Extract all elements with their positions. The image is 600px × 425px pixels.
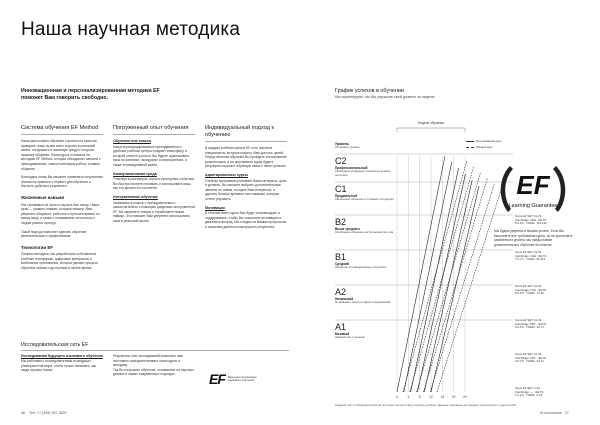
level-name: Базовый: [335, 332, 350, 336]
methodology-panel: [21, 88, 289, 275]
paragraph: Мы стремимся не просто научить Вас языку. Наша цель — развить навыки, которые помогут Вам уверенно общаться, работать и путешествовать по всему миру, а также с пониманием относиться к людям разных культур.: [21, 202, 100, 225]
legend-label: Общий курс: [476, 145, 493, 149]
column-heading: Система обучения EF Method: [21, 125, 103, 135]
progress-line-intensive: [431, 186, 479, 392]
level-desc: Общение в повседневных ситуациях: [335, 265, 387, 269]
level-b1: [335, 252, 395, 270]
column-heading: Индивидуальный подход к обучению: [205, 125, 287, 142]
level-code: C1: [335, 184, 347, 194]
subheading: Мотивация: [205, 205, 225, 210]
score-note: Score EF SET: 41-50 · Cambridge: FCE · IELTS: 5.5-6.5 · TOEFL: 72-94: [515, 284, 547, 295]
progress-line-general: [417, 172, 481, 392]
progress-line-intensive: [411, 168, 459, 392]
badge-title: EF: [516, 170, 550, 200]
level-desc: Свободное общение на большинство тем: [335, 230, 394, 234]
level-b2: [335, 217, 395, 235]
level-desc: Описание уровня: [335, 145, 360, 149]
subheading: Жизненные навыки: [21, 194, 65, 200]
legend-item: [466, 145, 502, 149]
level-header: [335, 142, 395, 150]
score-note: Score EF SET: 21-30 · Cambridge: KET · IELTS: 3.0-3.5 · TOEFL: 32-41: [515, 352, 547, 363]
page-title: Наша научная методика: [21, 19, 241, 40]
level-a1: [335, 322, 395, 340]
progress-chart-header: [335, 88, 585, 99]
paragraph: Учебная программа учитывает Ваши интересы, цели и уровень. Вы сможете выбрать дополнительные занятия по темам, которые Вам интересны, и уделить больше времени тем навыкам, которые хотите улучшить.: [205, 178, 287, 201]
paragraph: Такой подход позволяет сделать обучение увлекательным и эффективным.: [21, 229, 87, 239]
x-tick-label: 0: [396, 395, 398, 399]
level-c2: [335, 156, 395, 178]
score-note: Score EF SET: 61-70 · Cambridge: CPE · IELTS: 8.0-9.0 · TOEFL: 115-120: [515, 214, 547, 225]
chart-title: График успехов в обучении: [335, 88, 404, 94]
subheading: Коммуникативная среда: [113, 171, 157, 176]
paragraph: Наши сертифицированные преподаватели и удобные учебные центры создают атмосферу, в которой хочется учиться. Вы будете практиковать язык на занятиях, экскурсиях и мероприятиях, а также в повседневной жизни.: [113, 144, 190, 167]
badge-label: Learning Guarantee: [508, 203, 558, 209]
score-note: Score EF SET: 1-20 · Cambridge: — · IELTS: 1.0-2.5 · TOEFL: 0-31: [515, 386, 544, 397]
level-name: Профессиональный: [335, 166, 368, 170]
level-code: B1: [335, 252, 347, 262]
legend-item: [466, 139, 502, 143]
level-name: Уровень: [335, 142, 350, 146]
footer-site: ef.com/ru/ese: [540, 411, 562, 415]
level-name: Начальный: [335, 297, 354, 301]
progress-line-intensive: [397, 156, 445, 392]
level-desc: Уверенное общение в сложных ситуациях: [335, 197, 394, 201]
page-number-left: 36: [21, 411, 25, 415]
paragraph: Занимаясь в классе с преподавателем и самостоятельно с помощью цифровых инструментов EF, Вы закрепите знания и отработаете новые навыки. Это поможет Вам уверенно использовать язык в реальной жизни.: [113, 200, 195, 223]
paragraph: Помимо методики, мы разработали собственные учебные платформы, цифровые материалы и мобильные приложения, которые делают процесс обучения гибким и доступным в любое время.: [21, 252, 99, 271]
level-desc: Понимание простых фраз и выражений: [335, 300, 391, 304]
progress-line-intensive: [404, 162, 452, 392]
ef-logo: [209, 371, 258, 387]
x-tick-label: 4: [407, 395, 410, 399]
legend-solid-swatch: [466, 141, 474, 142]
guarantee-text: Мы будем уверены в Вашем успехе. Если Вы выполните все требования курса, но не достигнете заявленного уровня, мы предоставим дополнительное обучение бесплатно.: [494, 229, 573, 247]
column-heading: Погруженный опыт обучения: [113, 125, 195, 135]
paragraph: Так Вы получаете обучение, основанное на научных данных и самых современных подходах.: [113, 367, 194, 377]
paragraph: Благодаря этому Вы сможете применять полученные знания на практике с первого дня обучения и быстрее добиться результата.: [21, 175, 103, 189]
progress-line-general: [437, 190, 501, 392]
page-number-right: 37: [564, 411, 569, 415]
legend-dashed-swatch: [466, 147, 474, 148]
column-immersion: [113, 125, 195, 275]
column-ef-method: [21, 125, 103, 275]
paragraph: Результаты этих исследований помогают нам постоянно совершенствовать наши курсы и методику.: [113, 354, 183, 368]
footer-left: [21, 411, 66, 415]
chart-subtitle: Мы гарантируем, что Вы улучшите свой уровень за неделю: [335, 95, 435, 99]
x-tick-label: 12: [429, 395, 433, 399]
subheading: Технологии EF: [21, 244, 53, 250]
level-name: Выше среднего: [335, 227, 360, 231]
progress-chart: [335, 112, 515, 402]
x-tick-label: 20: [451, 395, 456, 399]
intro-text: Инновационная и персонализированная методика EF поможет Вам говорить свободно.: [21, 88, 160, 101]
x-axis-label: Недели обучения: [418, 121, 444, 125]
level-a2: [335, 287, 395, 305]
paragraph: Мы работаем с исследователями из ведущих университетов мира, чтобы лучше понимать, как люди изучают языки.: [21, 359, 97, 373]
subheading: Интерактивное обучение: [113, 194, 158, 199]
chart-note: Каждый шаг в Общеевропейской системе соответствует одному уровню. Данные основаны на средних результатах студентов EF.: [335, 403, 517, 407]
guarantee-badge-icon: [494, 150, 572, 230]
paragraph: В течение всего курса Вас будут сопровождать и поддерживать, чтобы Вы сохраняли мотивацию и двигались вперед. Мы следим за Вашим прогрессом и помогаем добиться наилучшего результата.: [205, 211, 287, 229]
paragraph: Участвуя в разговорах, играх и культурных событиях, Вы быстро начнете понимать и использовать язык, как это делают его носители.: [113, 177, 195, 191]
level-c1: [335, 184, 395, 202]
ef-logo-mark: EF: [209, 371, 225, 387]
level-desc: Свободное владение языком на уровне носителя: [335, 169, 391, 177]
progress-line-general: [403, 160, 467, 392]
progress-line-general: [410, 166, 474, 392]
ef-logo-text: Ведущая организация языкового обучения: [227, 374, 257, 382]
x-tick-label: 8: [418, 395, 421, 399]
level-code: A1: [335, 322, 347, 332]
x-tick-label: 16: [440, 395, 445, 399]
score-note: Score EF SET: 31-40 · Cambridge: PET · IELTS: 4.0-5.0 · TOEFL: 42-71: [515, 318, 547, 329]
progress-line-intensive: [417, 174, 465, 392]
paragraph: В каждом учебном центре EF есть опытные специалисты, которые помогут Вам достичь целей. Перед началом обучения Вы пройдете тестирование уровня языка, а на протяжении курса будете регулярно получать обратную связь о своих успехах.: [205, 146, 287, 169]
level-name: Продвинутый: [335, 194, 358, 198]
level-code: C2: [335, 156, 347, 166]
research-heading: Исследовательская сеть EF: [21, 342, 289, 351]
level-name: Средний: [335, 262, 349, 266]
x-tick-label: 24: [463, 395, 467, 399]
column-individual: [205, 125, 287, 275]
subheading: Обучение вне класса: [113, 139, 151, 143]
legend-label: Интенсивный курс: [476, 139, 502, 143]
footer-right: [540, 411, 569, 415]
subheading: Адаптированные курсы: [205, 172, 248, 177]
paragraph: Наша философия обучения строится на простом принципе: язык лучше всего изучать в реальной жизни, погружаясь в языковую среду и получая практику общения. Наши курсы основаны на методике EF Method, которая объединяет занятия с преподавателем, самостоятельную работу и живое общение.: [21, 139, 101, 171]
level-desc: Знакомство с языком: [335, 335, 365, 339]
footer-phone: Тел: +7 (495) 937 3820: [29, 411, 67, 415]
score-note: Score EF SET: 51-60 · Cambridge: CAE · IELTS: 7.0-7.5 · TOEFL: 95-114: [515, 250, 547, 261]
level-code: B2: [335, 217, 347, 227]
research-subheading: Исследования будущего языкового обучения: [21, 354, 103, 358]
level-code: A2: [335, 287, 347, 297]
